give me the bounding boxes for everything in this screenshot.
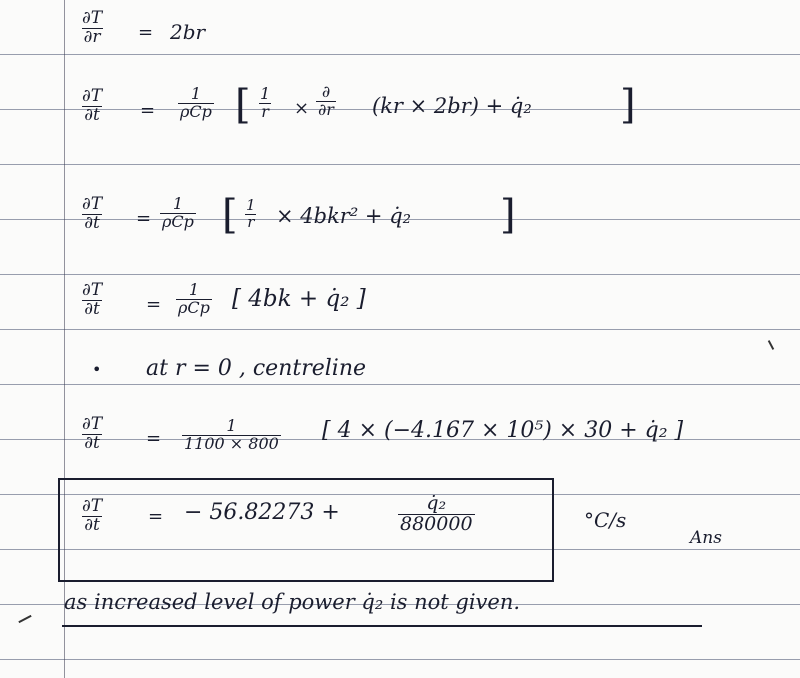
one-over-r: $\frac{1}{r}$ (260, 84, 271, 121)
expression-2br: 2br (170, 20, 206, 44)
answer-box (58, 478, 554, 582)
open-bracket: [ (235, 82, 251, 128)
one-over-r: $\frac{1}{r}$ (246, 196, 256, 231)
coefficient-fraction: 1 ρCp (180, 84, 212, 121)
partial-T-over-partial-t: $\frac{\partial T}{\partial t}$ (82, 194, 103, 233)
close-bracket: ] (500, 192, 516, 238)
open-bracket: [ (222, 192, 238, 238)
close-bracket: ] (620, 82, 636, 128)
bullet-point: • (92, 360, 102, 379)
equals-sign: = (148, 506, 164, 527)
expression-body: × 4bkr² + q̇₂ (276, 204, 412, 228)
centreline-condition: at r = 0 , centreline (146, 356, 367, 381)
numeric-coefficient-fraction: $\frac{1}{1100 \times 800}$ (184, 416, 279, 453)
equals-sign: = (136, 208, 152, 229)
partial-T-over-partial-t: $\frac{\partial T}{\partial t}$ (82, 496, 103, 535)
q-over-880000: $\frac{\text{q̇₂}}{880000}$ (400, 492, 473, 535)
pen-mark (768, 340, 774, 350)
times-sign: × (294, 98, 310, 119)
closing-note: as increased level of power q̇₂ is not given. (64, 590, 521, 614)
answer-mark: Ans (690, 528, 722, 548)
partial-T-over-partial-t: $\frac{\partial T}{\partial t}$ (82, 414, 103, 453)
partial-T-over-partial-t: $\frac{\partial T}{\partial t}$ (82, 86, 103, 125)
coefficient-fraction: 1 ρCp (162, 194, 194, 231)
numeric-result: − 56.82273 + (184, 500, 340, 525)
partial-over-partial-r: ∂ ∂r (318, 82, 334, 119)
numeric-expression: [ 4 × (−4.167 × 10⁵) × 30 + q̇₂ ] (322, 418, 684, 443)
expression-body: [ 4bk + q̇₂ ] (232, 286, 366, 312)
equals-sign: = (140, 100, 156, 121)
note-underline (62, 625, 702, 627)
unit-label: °C/s (584, 508, 627, 532)
equals-sign: = (146, 428, 162, 449)
partial-T-over-partial-t: $\frac{\partial T}{\partial t}$ (82, 280, 103, 319)
pen-mark (18, 615, 31, 623)
coefficient-fraction: 1 ρCp (178, 280, 210, 317)
partial-T-over-partial-r: $\frac{\partial T}{\partial r}$ (82, 8, 103, 47)
equals-sign: = (138, 22, 154, 43)
expression-body: (kr × 2br) + q̇₂ (372, 94, 532, 118)
equals-sign: = (146, 294, 162, 315)
